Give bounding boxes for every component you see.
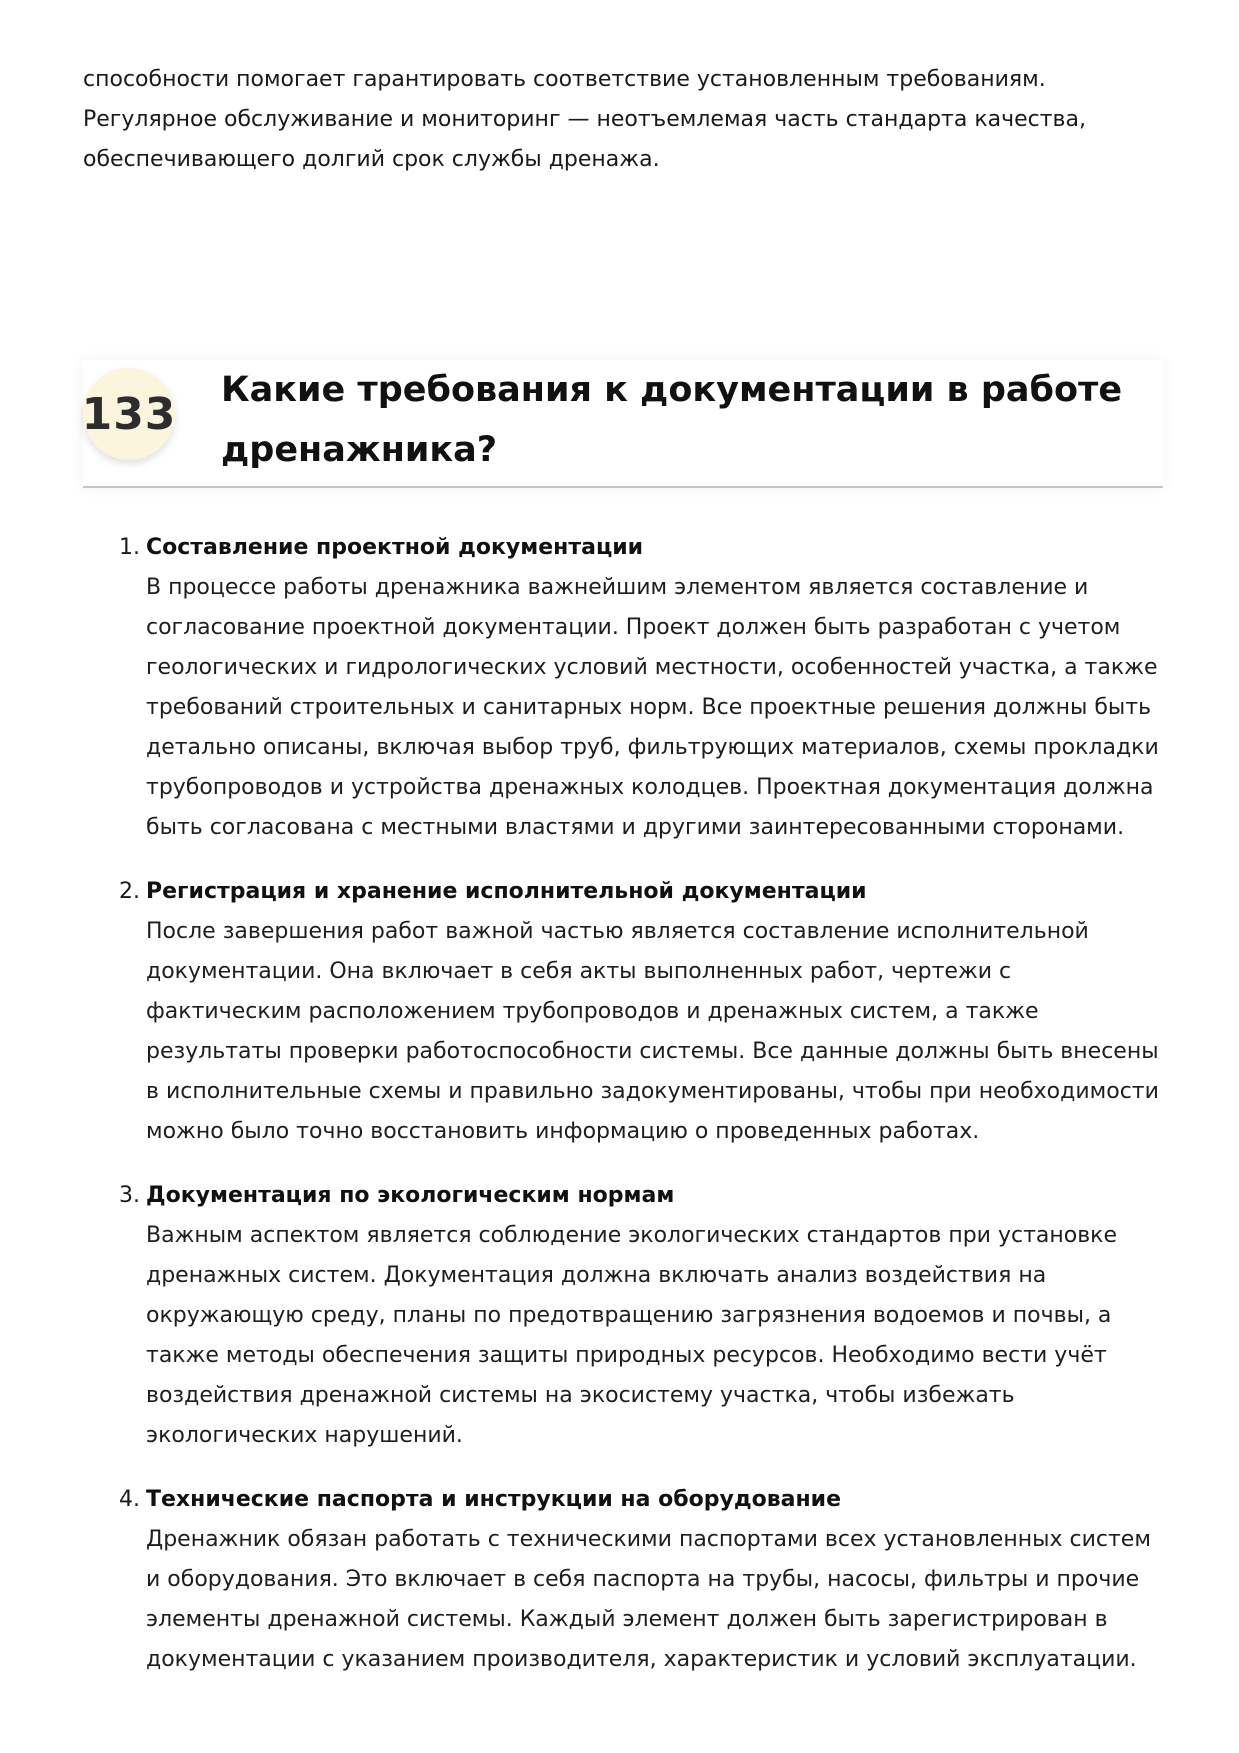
- list-item-text: Важным аспектом является соблюдение экологических стандартов при установке дренажных систем. Документация должна включать анализ воздействия на окружающую среду, планы по предотвращению загрязнения водоемов и почвы, а также методы обеспечения защиты природных ресурсов. Необходимо вести учёт воздействия дренажной системы на экосистему участка, чтобы избежать экологических нарушений.: [146, 1223, 1117, 1448]
- list-item: [83, 872, 1163, 1152]
- list-item-title: Технические паспорта и инструкции на оборудование: [146, 1487, 841, 1512]
- list-item-number: 3.: [119, 1183, 140, 1208]
- list-item-text: Дренажник обязан работать с техническими паспортами всех установленных систем и оборудования. Это включает в себя паспорта на трубы, насосы, фильтры и прочие элементы дренажной системы. Каждый элемент должен быть зарегистрирован в документации с указанием производителя, характеристик и условий эксплуатации.: [146, 1527, 1151, 1672]
- section-title: Какие требования к документации в работе дренажника?: [221, 370, 1123, 470]
- intro-text: способности помогает гарантировать соответствие установленным требованиям. Регулярное обслуживание и мониторинг — неотъемлемая часть стандарта качества, обеспечивающего долгий срок службы дренажа.: [83, 67, 1086, 172]
- list-item-number: 1.: [119, 535, 140, 560]
- list-item-number: 2.: [119, 879, 140, 904]
- list-item-title: Регистрация и хранение исполнительной документации: [146, 879, 867, 904]
- list-item-number: 4.: [119, 1487, 140, 1512]
- list-item: [83, 1176, 1163, 1456]
- list-item-text: В процессе работы дренажника важнейшим элементом является составление и согласование проектной документации. Проект должен быть разработан с учетом геологических и гидрологических условий местности, особенностей участка, а также требований строительных и санитарных норм. Все проектные решения должны быть детально описаны, включая выбор труб, фильтрующих материалов, схемы прокладки трубопроводов и устройства дренажных колодцев. Проектная документация должна быть согласована с местными властями и другими заинтересованными сторонами.: [146, 575, 1159, 840]
- section-header: [83, 360, 1163, 488]
- list-item-title: Составление проектной документации: [146, 535, 644, 560]
- list-item: [83, 528, 1163, 848]
- list-item-title: Документация по экологическим нормам: [146, 1183, 675, 1208]
- list-item: [83, 1480, 1163, 1680]
- intro-paragraph: [83, 60, 1163, 180]
- section-number-badge: 133: [83, 368, 175, 460]
- list-item-text: После завершения работ важной частью является составление исполнительной документации. Она включает в себя акты выполненных работ, чертежи с фактическим расположением трубопроводов и дренажных систем, а также результаты проверки работоспособности системы. Все данные должны быть внесены в исполнительные схемы и правильно задокументированы, чтобы при необходимости можно было точно восстановить информацию о проведенных работах.: [146, 919, 1159, 1144]
- requirements-list: [83, 528, 1163, 1704]
